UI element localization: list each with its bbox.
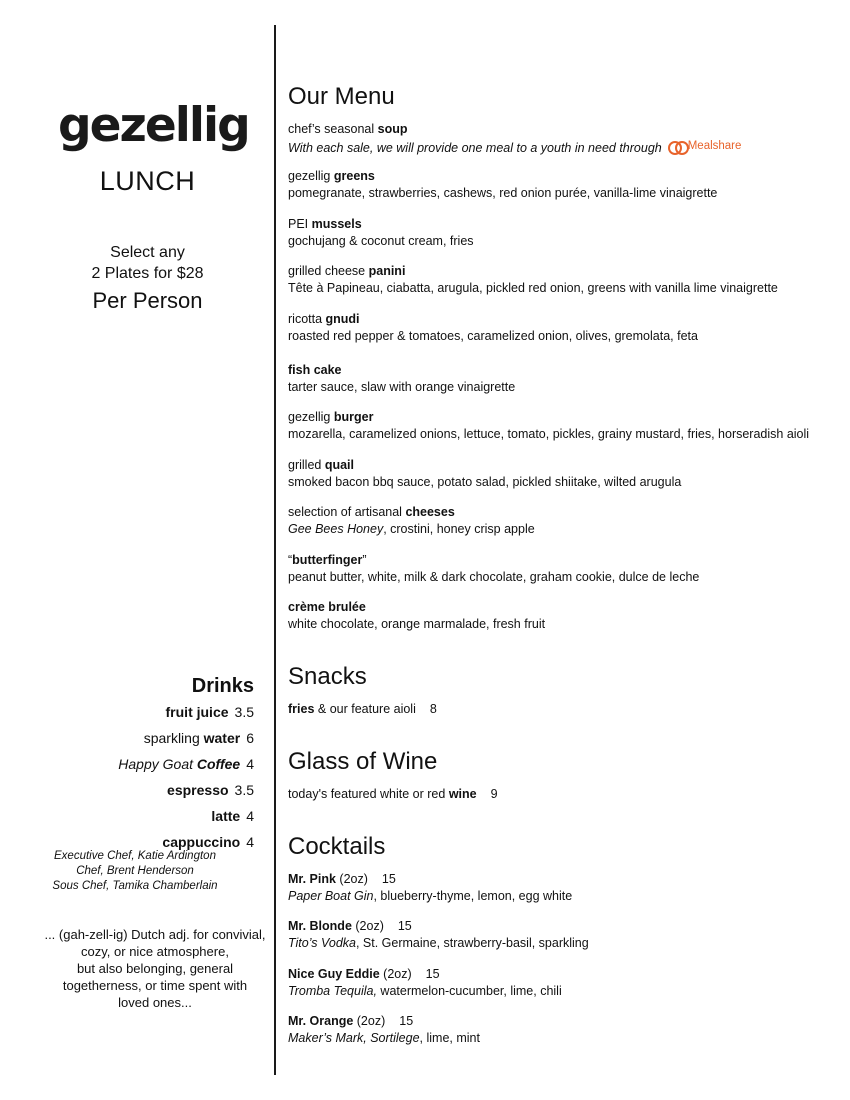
item-description: , crostini, honey crisp apple [383,522,535,536]
cocktail-name: Nice Guy Eddie [288,967,380,981]
item-prefix: grilled cheese [288,264,369,278]
drinks-section [40,674,254,855]
mealshare-label: Mealshare [687,140,742,152]
item-description: tarter sauce, slaw with orange vinaigrette [288,380,516,394]
item-description: peanut butter, white, milk & dark chocolate, graham cookie, dulce de leche [288,570,700,584]
item-name: fish cake [288,363,342,377]
drink-item [40,699,254,725]
chef-credit-line: Executive Chef, Katie Ardington [54,850,216,862]
item-price: 8 [429,702,437,716]
cocktail-nice-guy-eddie [288,966,562,1000]
item-description: gochujang & coconut cream, fries [288,234,474,248]
cocktails-title: Cocktails [288,833,386,860]
chef-credit-line: Chef, Brent Henderson [76,865,194,877]
drinks-title: Drinks [191,675,254,697]
cocktail-mr-orange [288,1013,480,1047]
drink-price: 6 [246,730,254,746]
promo-line-3: Per Person [92,288,203,313]
item-prefix: grilled [288,458,325,472]
item-description: Tête à Papineau, ciabatta, arugula, pickled red onion, greens with vanilla lime vinaigrette [288,281,778,295]
cocktail-price: 15 [397,919,412,933]
definition-line: cozy, or nice atmosphere, [81,944,229,959]
menu-item-cheeses [288,504,535,538]
item-prefix: selection of artisanal [288,505,406,519]
mealshare-icon [668,141,686,152]
item-name: gnudi [325,312,360,326]
item-prefix: PEI [288,217,312,231]
column-divider [274,25,276,1075]
menu-item-greens [288,168,717,202]
item-prefix: ricotta [288,312,326,326]
cocktail-mr-blonde [288,918,589,952]
our-menu-title: Our Menu [288,83,395,110]
drink-item [40,725,254,751]
menu-item-butterfinger [288,552,699,586]
cocktail-price: 15 [399,1014,414,1028]
promo-line-1: Select any [110,244,185,261]
cocktail-size: (2oz) [351,919,384,933]
item-name: crème brulée [288,600,366,614]
definition-line: but also belonging, general [76,961,234,976]
chef-credits [40,849,230,894]
drink-name: cappuccino [162,834,241,850]
cocktail-price: 15 [425,967,440,981]
drink-name: latte [211,808,241,824]
lunch-promo [40,242,255,316]
item-prefix: gezellig [288,169,334,183]
menu-item-soup [288,121,741,157]
mealshare-note: With each sale, we will provide one meal to a youth in need through [288,141,662,155]
item-name: quail [324,458,354,472]
cocktail-price: 15 [381,872,396,886]
wine-item [288,786,498,803]
item-prefix: chef’s seasonal [288,122,378,136]
wine-title: Glass of Wine [288,748,438,775]
item-name: fries [288,702,315,716]
item-description: white chocolate, orange marmalade, fresh fruit [288,617,546,631]
cocktail-description: , lime, mint [419,1031,480,1045]
item-prefix: “ [288,553,293,567]
menu-item-mussels [288,216,474,250]
mealshare-logo [668,138,742,155]
drink-price: 4 [246,756,254,772]
gezellig-definition [40,926,270,1011]
item-name: greens [333,169,375,183]
item-name: butterfinger [292,553,363,567]
drink-brand: Happy Goat [118,756,197,772]
drink-price: 4 [246,808,254,824]
item-description: today's featured white or red [288,787,449,801]
drink-name: Coffee [196,756,241,772]
menu-item-burger [288,409,809,443]
item-suffix: ” [362,553,367,567]
chef-credit-line: Sous Chef, Tamika Chamberlain [52,880,218,892]
drink-prefix: sparkling [143,730,204,746]
cocktail-name: Mr. Blonde [288,919,352,933]
drink-item [40,777,254,803]
cocktail-size: (2oz) [353,1014,386,1028]
item-price: 9 [490,787,498,801]
cocktail-name: Mr. Pink [288,872,336,886]
menu-item-gnudi [288,311,698,345]
item-name: cheeses [405,505,455,519]
snacks-title: Snacks [288,663,367,690]
item-description: mozarella, caramelized onions, lettuce, tomato, pickles, grainy mustard, fries, horseradish aioli [288,427,810,441]
cocktail-spirit: Paper Boat Gin [288,889,374,903]
definition-line: ... (gah-zell-ig) Dutch adj. for convivial, [44,927,266,942]
cocktail-name: Mr. Orange [288,1014,354,1028]
definition-line: togetherness, or time spent with [62,978,248,993]
drink-item [40,751,254,777]
left-column [0,0,275,1100]
cocktail-spirit: Maker’s Mark, Sortilege [288,1031,420,1045]
cocktail-description: , St. Germaine, strawberry-basil, sparkling [355,936,589,950]
item-description: smoked bacon bbq sauce, potato salad, pickled shiitake, wilted arugula [288,475,682,489]
menu-item-panini [288,263,778,297]
drink-name: fruit juice [165,704,229,720]
cocktail-size: (2oz) [379,967,412,981]
definition-line: loved ones... [118,995,192,1010]
menu-item-quail [288,457,681,491]
item-description-brand: Gee Bees Honey [288,522,384,536]
cocktail-spirit: Tromba Tequila, [288,984,377,998]
item-name: soup [377,122,408,136]
restaurant-logo: gezellig [58,98,249,153]
cocktail-spirit: Tito’s Vodka [288,936,356,950]
item-description: roasted red pepper & tomatoes, caramelized onion, olives, gremolata, feta [288,329,698,343]
cocktail-description: , blueberry-thyme, lemon, egg white [373,889,573,903]
snack-item-fries [288,701,437,718]
drink-price: 3.5 [234,782,254,798]
drink-item [40,803,254,829]
cocktail-mr-pink [288,871,572,905]
item-name: burger [333,410,374,424]
drink-price: 3.5 [234,704,254,720]
item-description: pomegranate, strawberries, cashews, red onion purée, vanilla-lime vinaigrette [288,186,718,200]
menu-item-fish-cake [288,362,515,396]
item-description: & our feature aioli [314,702,416,716]
item-name: mussels [311,217,362,231]
promo-line-2: 2 Plates for $28 [91,265,204,282]
drink-name: espresso [167,782,229,798]
cocktail-description: watermelon-cucumber, lime, chili [376,984,562,998]
drink-name: water [203,730,241,746]
drink-price: 4 [246,834,254,850]
item-prefix: gezellig [288,410,334,424]
menu-item-creme-brulee [288,599,545,633]
meal-period-title: LUNCH [99,166,196,196]
item-name: panini [368,264,406,278]
item-name: wine [448,787,477,801]
cocktail-size: (2oz) [335,872,368,886]
